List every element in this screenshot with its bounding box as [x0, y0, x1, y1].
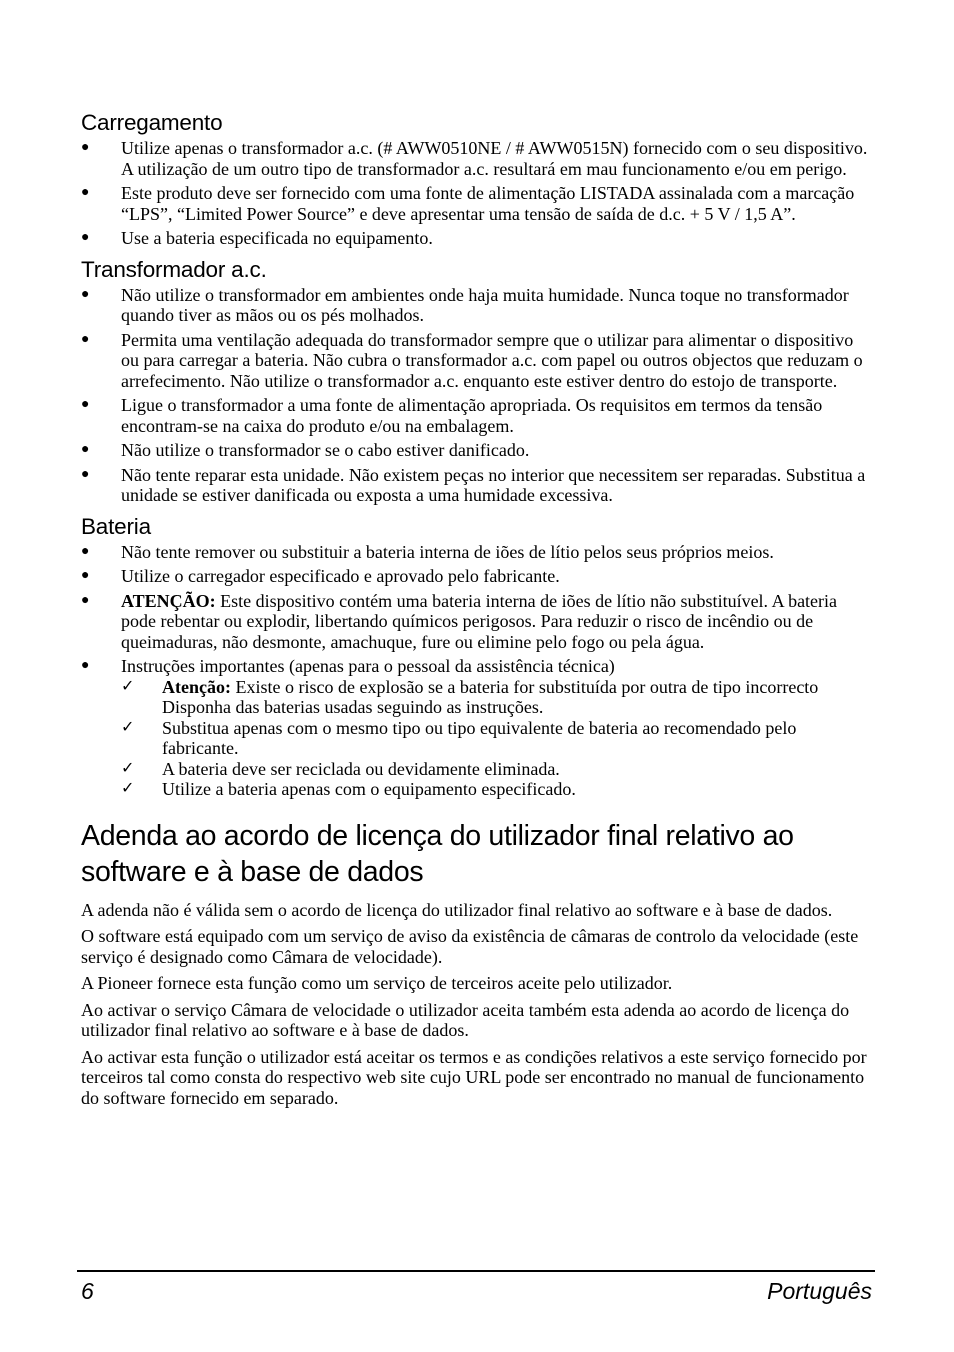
paragraph: A Pioneer fornece esta função como um serviço de terceiros aceite pelo utilizador. [81, 973, 673, 993]
bullet-list-carregamento [81, 138, 874, 249]
bullet-icon: ● [81, 658, 90, 673]
bullet-icon: ● [81, 543, 90, 559]
check-icon: ✓ [121, 677, 135, 695]
bullet-icon: ● [81, 286, 90, 302]
page-number: 6 [81, 1278, 94, 1304]
check-item: ✓ Substitua apenas com o mesmo tipo ou tipo equivalente de bateria ao recomendado pelo fabricante. [121, 717, 797, 758]
heading-adenda: Adenda ao acordo de licença do utilizador final relativo ao software e à base de dados [81, 819, 794, 888]
list-item: ● Permita uma ventilação adequada do transformador sempre que o utilizar para alimentar o dispositivo ou para carregar a bateria. Não cubra o transformador a.c. com papel ou outros objectos que reduzam o arrefecimento. Não utilize o transformador a.c. enquanto este estiver dentro do estojo de transporte. [81, 329, 863, 391]
bullet-icon: ● [81, 230, 90, 245]
bullet-icon: ● [81, 185, 90, 200]
list-item: ● Não tente reparar esta unidade. Não existem peças no interior que necessitem ser reparadas. Substitua a unidade se estiver danificada ou exposta a uma humidade excessiva. [81, 464, 866, 505]
paragraph: Ao activar esta função o utilizador está aceitar os termos e as condições relativos a este serviço fornecido por terceiros tal como consta do respectivo web site cujo URL pode ser encontrado no manual de funcionamento do software fornecido em separado. [81, 1046, 867, 1108]
list-item: ● Utilize apenas o transformador a.c. (# AWW0510NE / # AWW0515N) fornecido com o seu dispositivo. A utilização de um outro tipo de transformador a.c. resultará em mau funcionamento e/ou em perigo. [81, 138, 868, 179]
bullet-icon: ● [81, 442, 90, 457]
bullet-icon: ● [81, 331, 90, 347]
paragraph: A adenda não é válida sem o acordo de licença do utilizador final relativo ao software e à base de dados. [81, 899, 833, 920]
bullet-icon: ● [81, 140, 90, 155]
check-item: ✓ Atenção: Existe o risco de explosão se a bateria for substituída por outra de tipo incorrecto Disponha das baterias usadas seguindo as instruções. [121, 676, 819, 717]
warning-label: ATENÇÃO: [121, 590, 216, 611]
warning-label: Atenção: [162, 676, 231, 697]
bullet-icon: ● [81, 592, 90, 608]
bullet-icon: ● [81, 466, 90, 482]
list-item: ● Não tente remover ou substituir a bateria interna de iões de lítio pelos seus próprios meios. [81, 541, 774, 562]
check-item: ✓ A bateria deve ser reciclada ou devidamente eliminada. [121, 758, 560, 779]
list-item: ● ATENÇÃO: Este dispositivo contém uma bateria interna de iões de lítio não substituível. A bateria pode rebentar ou explodir, libertando químicos perigosos. Para reduzir o risco de incêndio ou de queimaduras, não desmonte, amachuque, fure ou elimine pelo fogo ou pela água. [81, 590, 838, 652]
footer-language: Português [767, 1278, 872, 1304]
check-item: ✓ Utilize a bateria apenas com o equipamento especificado. [121, 779, 576, 799]
list-item: ● Use a bateria especificada no equipamento. [81, 228, 433, 248]
list-item: ● Ligue o transformador a uma fonte de alimentação apropriada. Os requisitos em termos da tensão encontram-se na caixa do produto e/ou na embalagem. [81, 395, 823, 436]
check-list [121, 677, 874, 800]
section-title-bateria: Bateria [81, 513, 151, 539]
section-title-transformador: Transformador a.c. [81, 256, 267, 282]
bullet-icon: ● [81, 568, 90, 583]
list-item: ● Instruções importantes (apenas para o pessoal da assistência técnica) ✓ Atenção: Existe o risco de explosão se a bateria for substituída por outra de tipo incorrecto Disponha das baterias usadas seguindo as instruções. ✓ Substitua apenas com o mesmo tipo ou tipo equivalente de bateria ao recomendado pelo fabricante. ✓ A bateria deve ser reciclada ou devidamente eliminada. ✓ Utilize a bateria apenas com o equipamento especificado. [81, 656, 874, 800]
check-icon: ✓ [121, 718, 135, 736]
footer-divider [77, 1270, 875, 1272]
paragraph: O software está equipado com um serviço de aviso da existência de câmaras de controlo da velocidade (este serviço é designado como Câmara de velocidade). [81, 926, 859, 967]
bullet-icon: ● [81, 397, 90, 412]
list-item: ● Este produto deve ser fornecido com uma fonte de alimentação LISTADA assinalada com a marcação “LPS”, “Limited Power Source” e deve apresentar uma tensão de saída de d.c. + 5 V / 1,5 A”. [81, 183, 855, 224]
section-title-carregamento: Carregamento [81, 110, 223, 135]
bullet-list-bateria [81, 542, 874, 800]
bullet-list-transformador [81, 285, 874, 506]
list-item: ● Não utilize o transformador em ambientes onde haja muita humidade. Nunca toque no transformador quando tiver as mãos ou os pés molhados. [81, 284, 849, 325]
list-item: ● Utilize o carregador especificado e aprovado pelo fabricante. [81, 566, 560, 586]
check-icon: ✓ [121, 780, 135, 797]
list-item: ● Não utilize o transformador se o cabo estiver danificado. [81, 440, 530, 460]
paragraph: Ao activar o serviço Câmara de velocidade o utilizador aceita também esta adenda ao acordo de licença do utilizador final relativo ao software e à base de dados. [81, 999, 850, 1040]
check-icon: ✓ [121, 759, 135, 777]
document-page [81, 110, 874, 1114]
